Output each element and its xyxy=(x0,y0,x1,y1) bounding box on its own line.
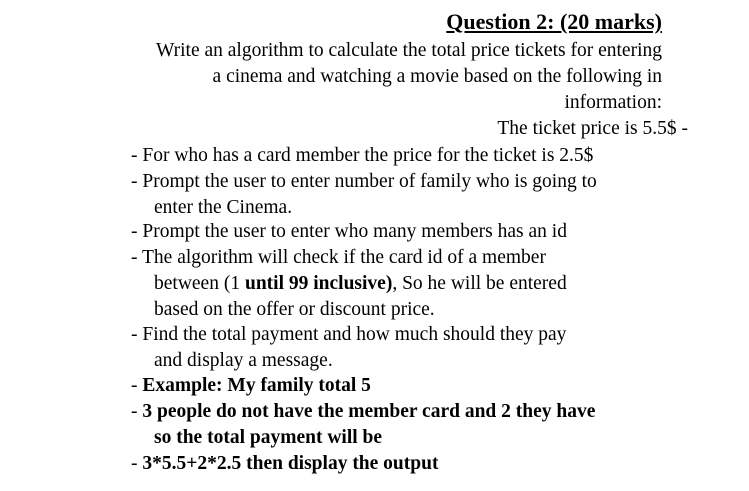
people-text: 3 people do not have the member card and 2 they have xyxy=(142,401,596,422)
ticket-price-line: The ticket price is 5.5$ - xyxy=(497,118,688,139)
formula-dash: - xyxy=(131,453,143,474)
find-total-item: - Find the total payment and how much should they pay xyxy=(131,324,567,345)
find-total-continuation: and display a message. xyxy=(154,350,333,371)
example-dash: - xyxy=(131,375,143,396)
check-id-range-bold: until 99 inclusive) xyxy=(244,273,393,294)
people-continuation xyxy=(154,425,382,451)
prompt-family-continuation: enter the Cinema. xyxy=(154,197,293,218)
example-text: Example: My family total 5 xyxy=(142,375,371,396)
check-id-range-line xyxy=(154,271,567,297)
people-dash: - xyxy=(131,401,143,422)
prompt-members-item: - Prompt the user to enter who many members has an id xyxy=(131,221,567,242)
people-continuation-text: so the total payment will be xyxy=(154,427,383,448)
intro-line-2: a cinema and watching a movie based on the following in xyxy=(212,66,662,87)
intro-line-1: Write an algorithm to calculate the total price tickets for entering xyxy=(155,40,662,61)
question-title: Question 2: (20 marks) xyxy=(446,9,662,34)
example-item xyxy=(131,373,371,399)
card-member-price-item: - For who has a card member the price for the ticket is 2.5$ xyxy=(131,145,594,166)
check-id-continuation: based on the offer or discount price. xyxy=(154,299,435,320)
intro-line-3: information: xyxy=(564,92,662,113)
check-id-range-prefix: between (1 xyxy=(154,273,245,294)
check-id-item: - The algorithm will check if the card id of a member xyxy=(131,247,546,268)
formula-item xyxy=(131,451,438,477)
formula-text: 3*5.5+2*2.5 then display the output xyxy=(142,453,439,474)
people-item xyxy=(131,399,595,425)
check-id-range-suffix: , So he will be entered xyxy=(392,273,567,294)
prompt-family-item: - Prompt the user to enter number of family who is going to xyxy=(131,171,597,192)
